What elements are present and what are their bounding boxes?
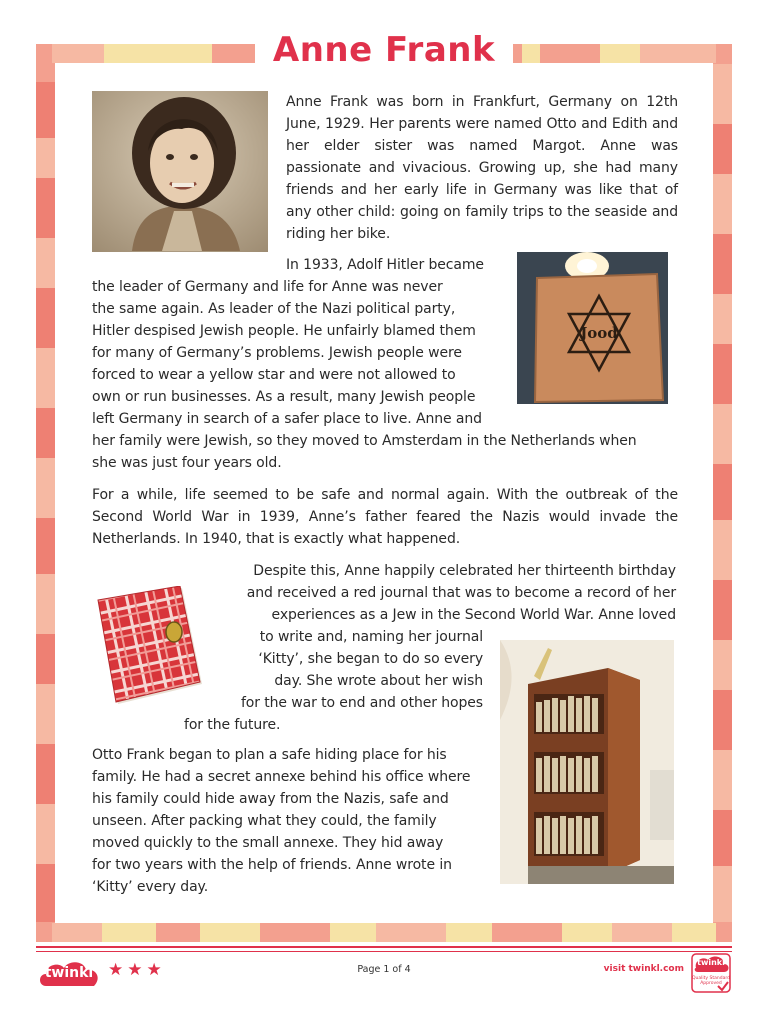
paragraph-journal-line: experiences as a Jew in the Second World War. Anne loved <box>271 607 676 623</box>
paragraph-journal-line: and received a red journal that was to become a record of her <box>246 585 676 601</box>
paragraph-annexe-line: Otto Frank began to plan a safe hiding place for his <box>92 747 447 763</box>
paragraph-journal-line: for the war to end and other hopes <box>240 695 483 711</box>
paragraph-annexe-line: unseen. After packing what they could, the family <box>92 813 437 829</box>
paragraph-birth: Anne Frank was born in Frankfurt, Germany on 12th June, 1929. Her parents were named Otto and Edith and her elder sister was named Margot. Anne was passionate and vivacious. Growing up, she had many friends and her early life in Germany was like that of any other child: going on family trips to the seaside and riding her bike. <box>286 94 678 242</box>
visit-link[interactable]: visit twinkl.com <box>603 964 684 974</box>
page-title: Anne Frank <box>255 24 513 82</box>
paragraph-hitler-line: her family were Jewish, so they moved to Amsterdam in the Netherlands when <box>92 433 637 449</box>
badge-subtitle: Quality Standard Approved <box>692 976 730 986</box>
quality-badge <box>690 952 732 994</box>
paragraph-annexe-line: his family could hide away from the Nazis, safe and <box>92 791 449 807</box>
star-icon: ★ <box>127 960 143 980</box>
star-badge-text: Jood <box>580 324 618 342</box>
bookcase-photo <box>500 640 674 884</box>
paragraph-hitler-line: forced to wear a yellow star and were not allowed to <box>92 367 456 383</box>
paragraph-hitler-line: the same again. As leader of the Nazi political party, <box>92 301 456 317</box>
logo-text: twinkl <box>44 965 94 981</box>
paragraph-annexe-line: moved quickly to the small annexe. They hid away <box>92 835 444 851</box>
portrait-photo <box>92 91 268 252</box>
paragraph-annexe-line: ‘Kitty’ every day. <box>92 879 209 895</box>
badge-title: twinkl <box>697 958 725 967</box>
paragraph-annexe-line: for two years with the help of friends. Anne wrote in <box>92 857 452 873</box>
twinkl-logo[interactable] <box>36 958 102 990</box>
rating-stars <box>108 960 162 980</box>
page-number: Page 1 of 4 <box>357 964 411 975</box>
yellow-star-photo <box>517 252 668 404</box>
paragraph-hitler-line: own or run businesses. As a result, many Jewish people <box>92 389 476 405</box>
footer-divider <box>36 951 732 952</box>
paragraph-journal-line: ‘Kitty’, she began to do so every <box>258 651 483 667</box>
paragraph-war: For a while, life seemed to be safe and normal again. With the outbreak of the Second World War in 1939, Anne’s father feared the Nazis would invade the Netherlands. In 1940, that is exactly what happened. <box>92 487 678 547</box>
star-icon: ★ <box>146 960 162 980</box>
paragraph-hitler-line: left Germany in search of a safer place to live. Anne and <box>92 411 482 427</box>
paragraph-hitler-line: the leader of Germany and life for Anne was never <box>92 279 443 295</box>
paragraph-annexe-line: family. He had a secret annexe behind his office where <box>92 769 471 785</box>
footer-divider <box>36 946 732 948</box>
paragraph-journal-line: Despite this, Anne happily celebrated her thirteenth birthday <box>253 563 676 579</box>
paragraph-journal-line: for the future. <box>184 717 281 733</box>
paragraph-journal-line: day. She wrote about her wish <box>274 673 483 689</box>
paragraph-hitler-line: Hitler despised Jewish people. He unfairly blamed them <box>92 323 476 339</box>
paragraph-hitler-line: In 1933, Adolf Hitler became <box>286 257 484 273</box>
paragraph-journal-line: to write and, naming her journal <box>259 629 483 645</box>
star-icon: ★ <box>108 960 124 980</box>
paragraph-hitler-line: for many of Germany’s problems. Jewish people were <box>92 345 462 361</box>
paragraph-hitler-line: she was just four years old. <box>92 455 282 471</box>
